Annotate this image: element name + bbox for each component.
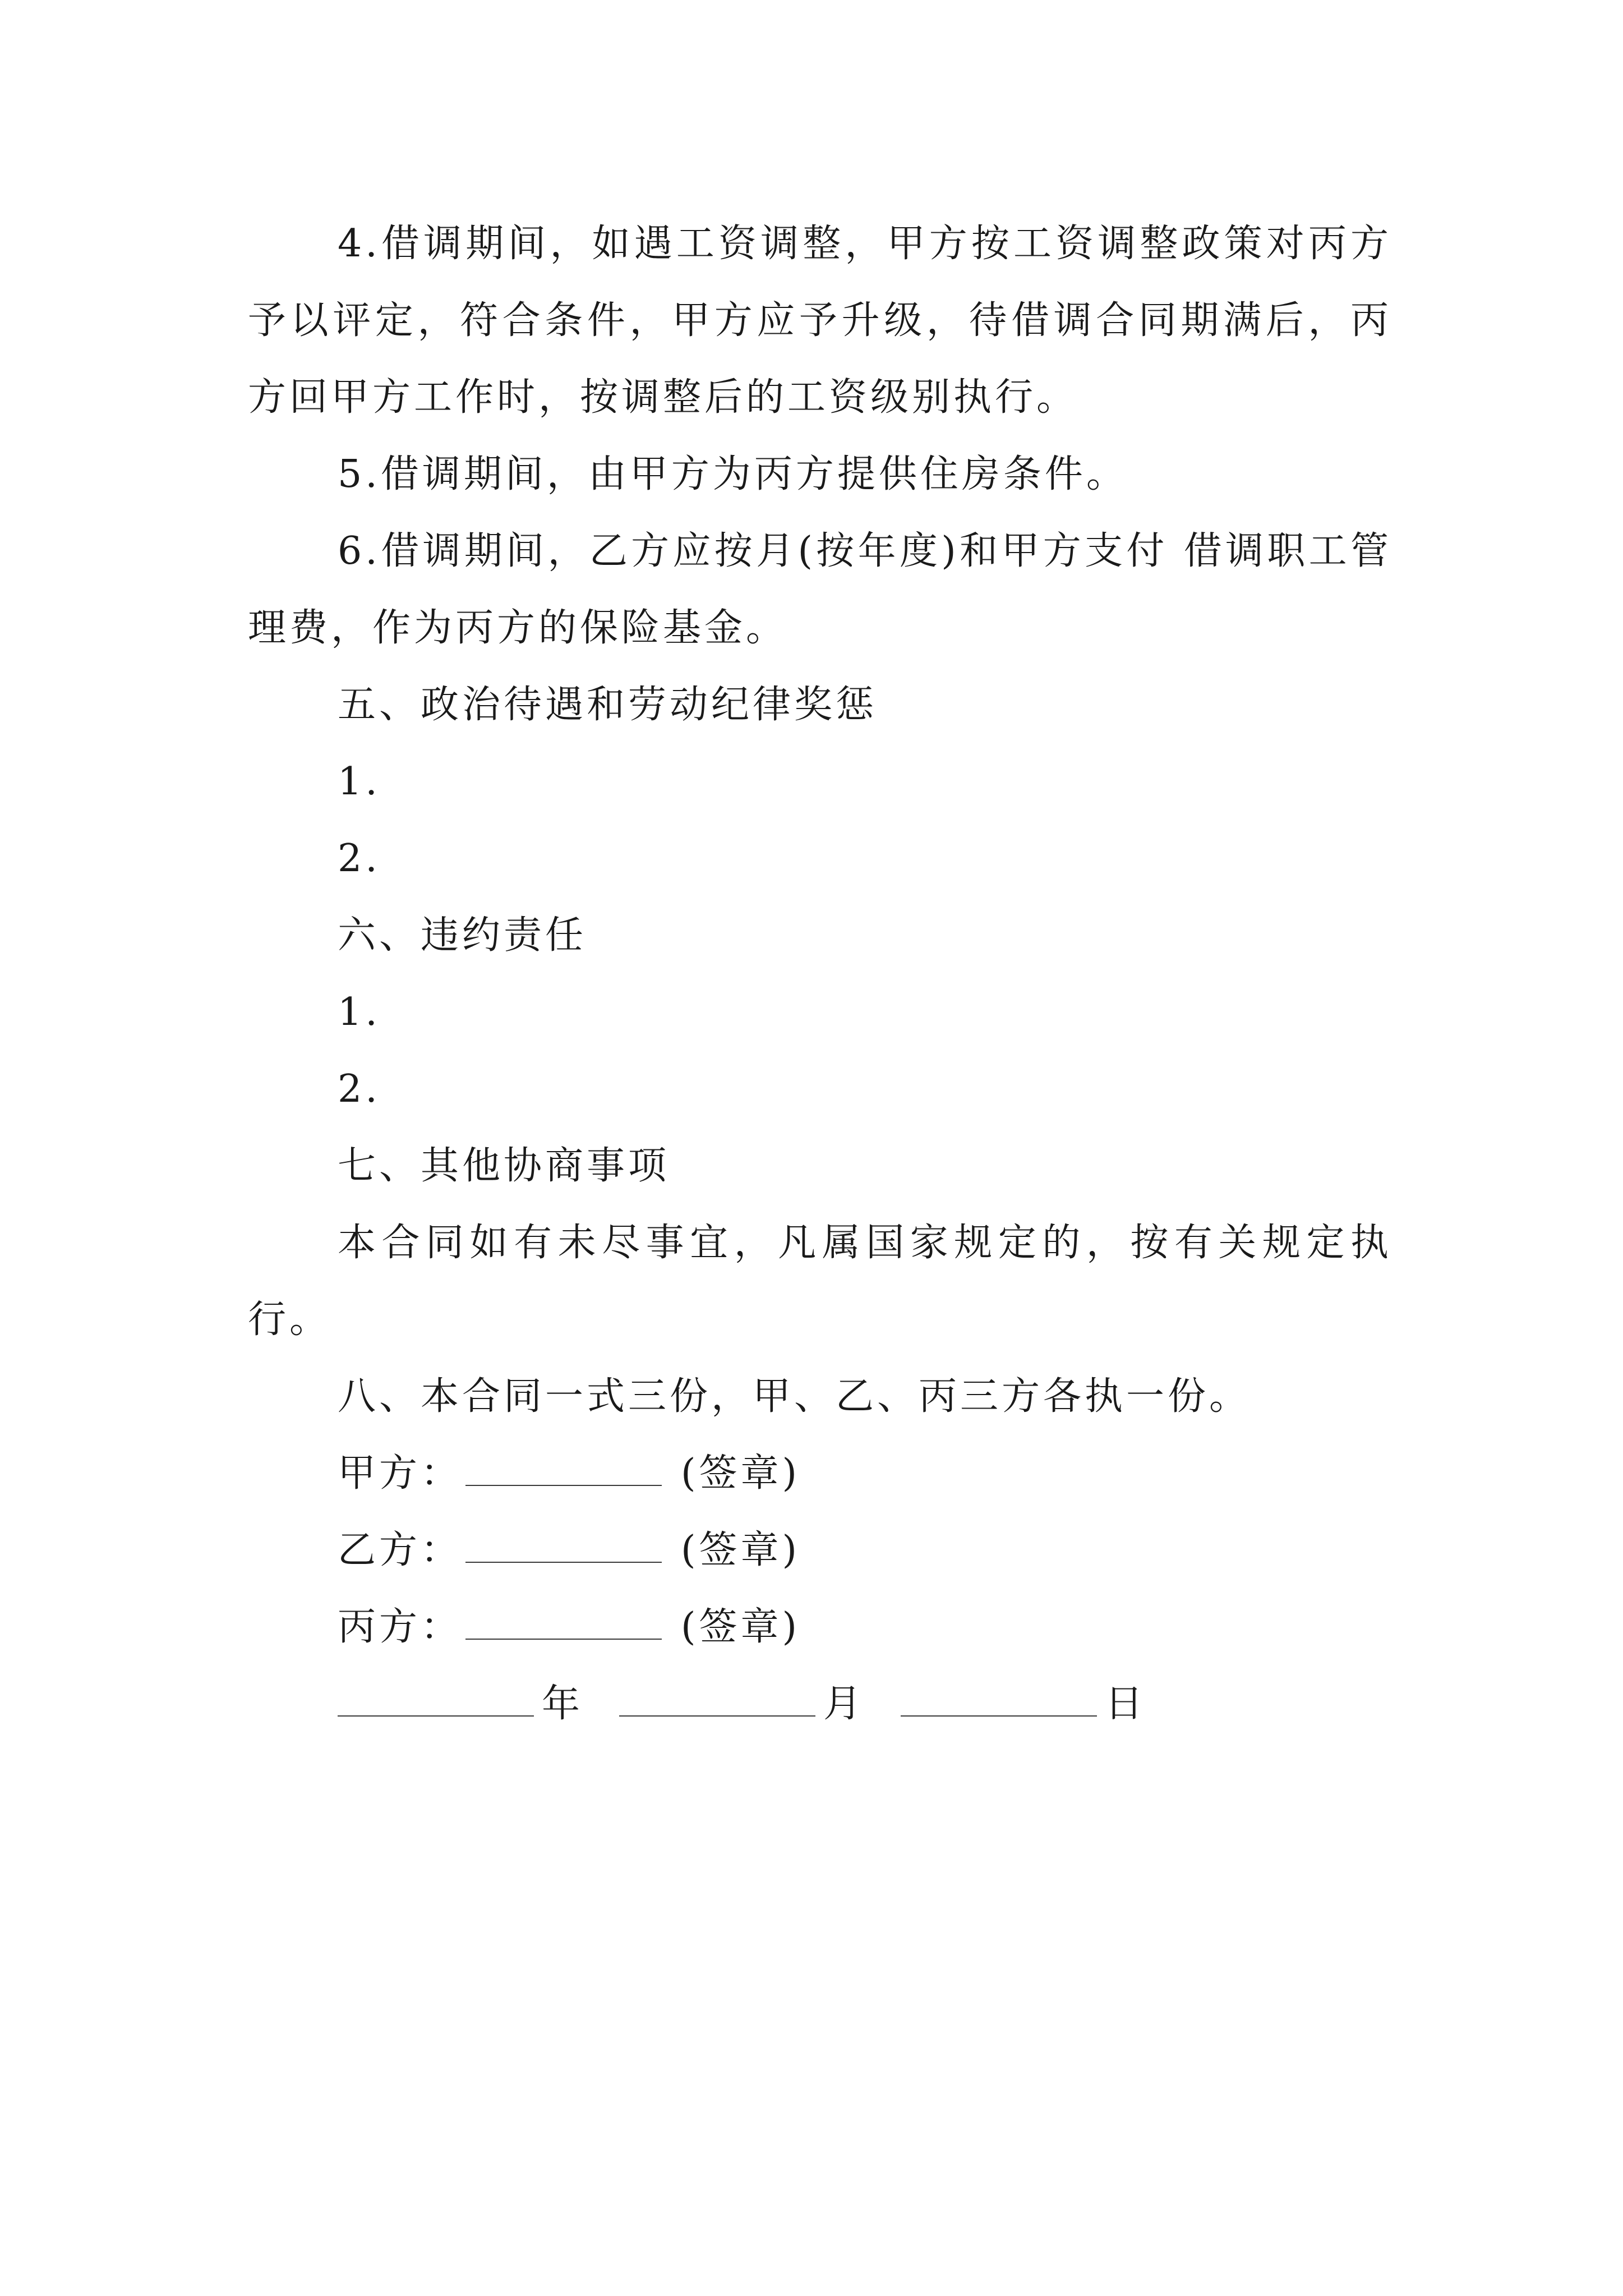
signature-blank-party-b[interactable] — [465, 1529, 662, 1563]
date-blank-month[interactable] — [619, 1683, 815, 1717]
signature-party-c — [248, 1589, 1392, 1665]
section-heading-7: 七、其他协商事项 — [338, 1144, 670, 1188]
section-heading-5: 五、政治待遇和劳动纪律奖惩 — [338, 683, 878, 727]
date-year-label: 年 — [542, 1682, 584, 1726]
date-line — [248, 1665, 1392, 1742]
signature-blank-party-a[interactable] — [465, 1452, 662, 1486]
date-blank-year[interactable] — [338, 1683, 534, 1717]
document-body — [248, 205, 1392, 1742]
signature-suffix-party-a: (签章) — [681, 1451, 801, 1496]
section-5-item-1: 1. — [338, 760, 381, 804]
section-6-item-1: 1. — [338, 990, 381, 1034]
signature-party-b — [248, 1512, 1392, 1589]
clause-6: 6.借调期间，乙方应按月(按年度)和甲方支付 借调职工管理费，作为丙方的保险基金。 — [248, 529, 1392, 650]
signature-party-a — [248, 1435, 1392, 1512]
signature-label-party-b: 乙方： — [338, 1528, 463, 1572]
clause-4: 4.借调期间，如遇工资调整，甲方按工资调整政策对丙方予以评定，符合条件，甲方应予升级，待借调合同期满后，丙方回甲方工作时，按调整后的工资级别执行。 — [248, 222, 1392, 420]
date-day-label: 日 — [1105, 1682, 1147, 1726]
section-6-item-2: 2. — [338, 1067, 381, 1111]
date-month-label: 月 — [823, 1682, 865, 1726]
section-heading-8: 八、本合同一式三份，甲、乙、丙三方各执一份。 — [338, 1374, 1251, 1419]
section-7-text: 本合同如有未尽事宜，凡属国家规定的，按有关规定执行。 — [248, 1221, 1392, 1342]
signature-label-party-c: 丙方： — [338, 1605, 463, 1649]
signature-suffix-party-c: (签章) — [681, 1605, 801, 1649]
clause-5: 5.借调期间，由甲方为丙方提供住房条件。 — [338, 452, 1128, 496]
section-heading-6: 六、违约责任 — [338, 913, 587, 958]
signature-suffix-party-b: (签章) — [681, 1528, 801, 1572]
signature-label-party-a: 甲方： — [338, 1451, 463, 1496]
signature-blank-party-c[interactable] — [465, 1606, 662, 1640]
section-5-item-2: 2. — [338, 836, 381, 881]
date-blank-day[interactable] — [901, 1683, 1097, 1717]
